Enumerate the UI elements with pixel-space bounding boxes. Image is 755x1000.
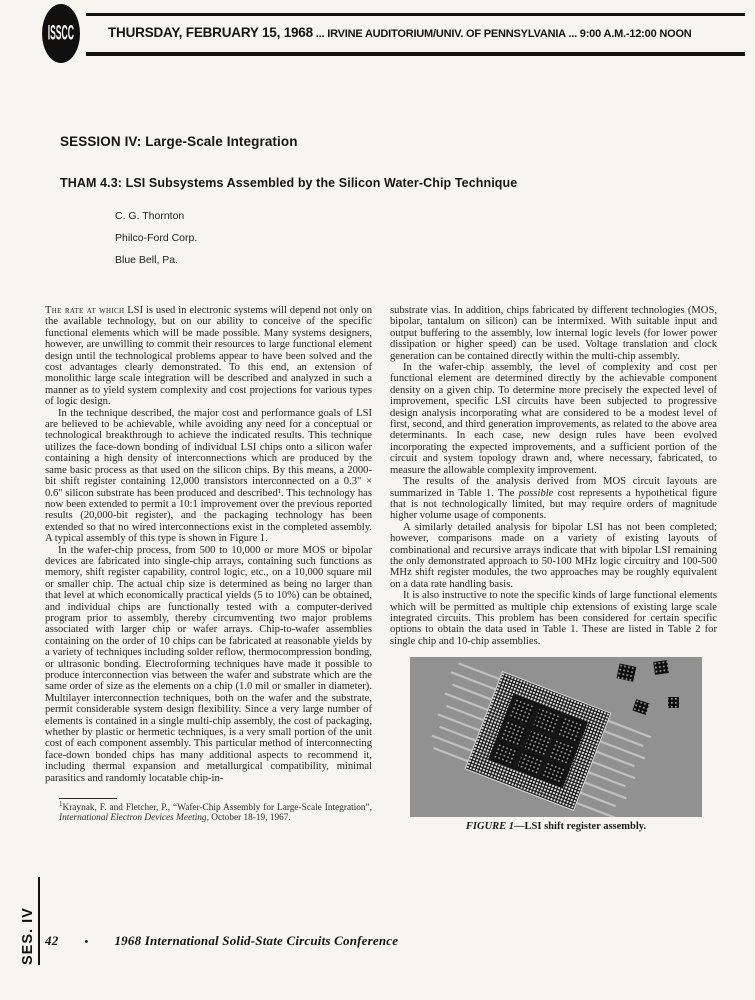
body-columns (45, 305, 717, 930)
paragraph-2: In the technique described, the major cost and performance goals of LSI are believed to be achievable, while avoiding any need for a conceptual or technological breakthrough to achieve the indicated results. This technique utilizes the face-down bonding of individual LSI chips onto a silicon wafer containing a high density of interconnections which are produced by the same basic process as that used on the silicon chips. By this means, a 2000-bit shift register containing 12,000 transistors interconnected on a 0.3" × 0.6" silicon substrate has been produced and described¹. This technology has now been extended to permit a 10:1 improvement over the previous reported results (20,000-bit register), and the packaging technology has been extended so that no wired interconnections exist in the completed assembly. A typical assembly of this type is shown in Figure 1. (45, 407, 372, 545)
masthead-line (108, 24, 753, 42)
lead-in-smallcaps: The rate at which (45, 305, 125, 316)
paragraph-6-text-a: The results of the analysis derived from MOS circuit layouts are summarized in Table 1. The (390, 476, 717, 499)
left-column (45, 305, 372, 930)
footnote-rule (59, 798, 117, 799)
figure-1-caption-text: —LSI shift register assembly. (514, 821, 647, 833)
footnote-text-italic: International Electron Devices Meeting (59, 813, 207, 824)
paragraph-6 (390, 476, 717, 522)
author-affiliation: Philco-Ford Corp. (115, 232, 198, 244)
author-name: C. G. Thornton (115, 210, 185, 222)
right-column (390, 305, 717, 930)
paragraph-6-text-b: cost represents a hypothetical figure that is not technologically limited, but may require orders of magnitude higher volume usage of components. (390, 487, 717, 522)
footnote-text-b: , October 18-19, 1967. (206, 813, 291, 824)
footer-bullet: • (84, 936, 89, 948)
figure-1-caption-label: FIGURE 1 (465, 821, 515, 833)
figure-1-photo (410, 657, 702, 817)
figure-1 (410, 657, 702, 832)
figure-1-caption (410, 821, 702, 832)
isscc-logo (42, 4, 80, 63)
paragraph-7: A similarly detailed analysis for bipolar LSI has not been completed; however, comparisons made on a variety of existing layouts of combinational and recursive arrays indicate that with bipolar LSI remaining the only demonstrated approach to 50-100 MHz logic circuitry and 100-500 MHz shift register modules, the two approaches may be roughly equivalent on a data rate handling basis. (390, 521, 717, 590)
isscc-logo-text: ISSCC (47, 22, 75, 45)
masthead-date: THURSDAY, FEBRUARY 15, 1968 (108, 25, 313, 40)
masthead-rule-bottom (86, 52, 745, 56)
footnote (59, 799, 372, 824)
masthead-venue: ... IRVINE AUDITORIUM/UNIV. OF PENNSYLVANIA ... 9:00 A.M.-12:00 NOON (312, 28, 692, 40)
page-number: 42 (45, 933, 59, 948)
paragraph-4: substrate vias. In addition, chips fabricated by different technologies (MOS, bipolar, tantalum on silicon) can be intermixed. With suitable input and output buffering to the assembly, low internal logic levels (for lower power dissipation or higher speed) can be used. Voltage translation and clock generation can be contained directly within the multi-chip assembly. (390, 305, 717, 362)
paragraph-1 (45, 305, 372, 408)
footnote-marker: 1 (59, 799, 63, 808)
page-footer (45, 933, 398, 949)
paragraph-8: It is also instructive to note the specific kinds of large functional elements which will be permitted as multiple chip extensions of existing large scale integrated circuits. This problem has been considered for certain specific options to obtain the data used in Table 1. These are listed in Table 2 for single chip and 10-chip assemblies. (390, 590, 717, 647)
author-location: Blue Bell, Pa. (115, 254, 179, 266)
session-thumb-tab: SES. IV (20, 877, 40, 965)
session-title: SESSION IV: Large-Scale Integration (60, 134, 298, 149)
paragraph-1-text: LSI is used in electronic systems will depend not only on the available technology, but on our ability to conceive of the specific functional elements which will be made possible. Many systems designers, however, are unwilling to commit their resources to large functional element design until the technological problems appear to have been solved and the cost advantages clearly demonstrated. To this end, an extension of monolithic large scale integration will be described and analyzed in such a manner as to yield system complexity and cost projections for various types of logic design. (45, 305, 372, 408)
author-block (115, 205, 197, 271)
paragraph-5: In the wafer-chip assembly, the level of complexity and cost per functional element are determined directly by the achievable component density on a given chip. To determine more precisely the expected level of improvement, specific LSI circuits have been subjected to progressive design analysis incorporating what are considered to be a modest level of first, second, and third generation improvements, as related to the above area determinants. In each case, new design rules have been evolved incorporating the expected improvements, and a sufficient portion of the circuit and system topology drawn and, where necessary, fabricated, to measure the allowable complexity improvement. (390, 362, 717, 476)
paragraph-6-italic: possible (518, 487, 554, 499)
paragraph-3: In the wafer-chip process, from 500 to 10,000 or more MOS or bipolar devices are fabricated into single-chip arrays, containing such functions as memory, shift register capability, control logic, etc., on a 10,000 square mil or smaller chip. The actual chip size is determined as being no larger than that level at which economically practical yields (5 to 10%) can be obtained, and individual chips are functionally tested with a computer-derived program prior to assembly, thereby circumventing two major problems associated with larger chip or wafer arrays. Chip-to-wafer assemblies containing on the order of 10 chips can be fabricated at reasonable yields by a variety of techniques including solder reflow, thermocompression bonding, or ultrasonic bonding. Electroforming techniques have made it possible to produce interconnection vias between the wafer and substrate which are the same order of size as the elements on a chip (1.0 mil or smaller in diameter). Multilayer interconnection techniques, both on the wafer and the substrate, permit considerable system design flexibility. Since a very large number of elements is contained in a single multi-chip assembly, the cost of packaging, whether by plastic or hermetic techniques, is a very small portion of the unit cost of each component assembly. This particular method of interconnecting face-down bonded chips has many additional aspects to recommend it, including thermal expansion and metallurgical compatibility, minimal parasitics and randomly locatable chip-in- (45, 544, 372, 784)
paper-title: THAM 4.3: LSI Subsystems Assembled by the Silicon Water-Chip Technique (60, 176, 518, 190)
masthead (0, 0, 755, 70)
masthead-rule-top (86, 13, 745, 16)
footnote-text-a: Kraynak, F. and Fletcher, P., “Wafer-Chip Assembly for Large-Scale Integration”, (62, 803, 372, 814)
footer-conference-name: 1968 International Solid-State Circuits Conference (114, 933, 399, 948)
